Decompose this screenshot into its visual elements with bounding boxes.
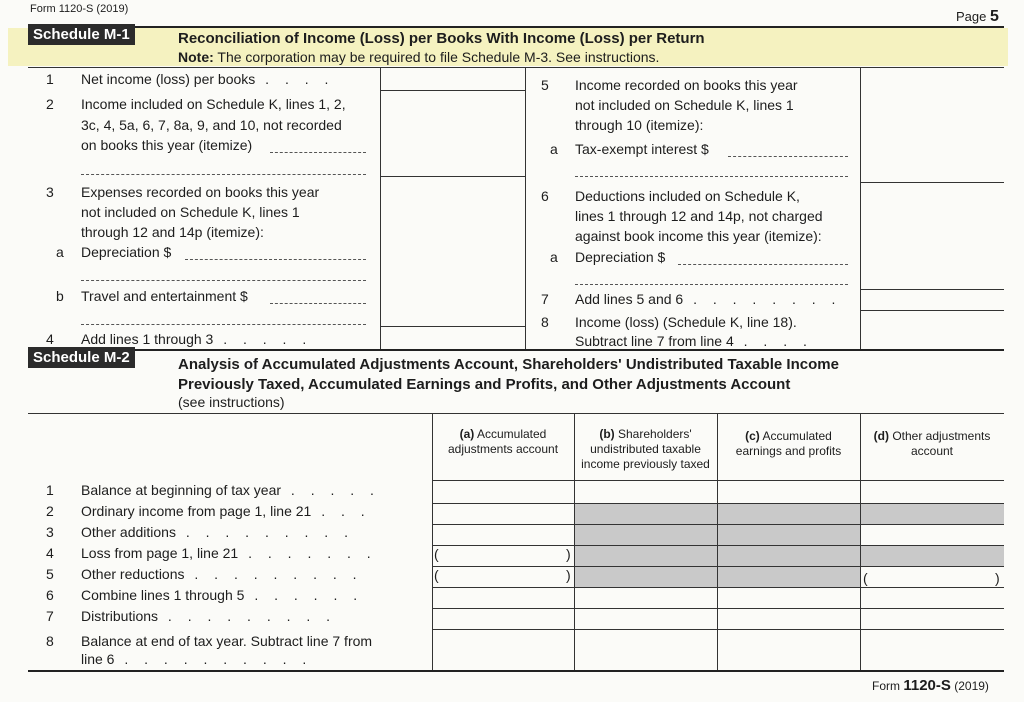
m1-line-1-label: Net income (loss) per books . . . . [81, 71, 335, 87]
m2-header-rule [28, 413, 1004, 414]
page-label: Page [956, 9, 987, 24]
m1-line-6-label-b: lines 1 through 12 and 14p, not charged [575, 208, 823, 224]
m1-line-3a-entry-2[interactable] [81, 280, 366, 281]
m1-amt-line7 [860, 310, 1004, 311]
paren-open-d5: ( [863, 570, 868, 586]
m1-line-5-label-c: through 10 (itemize): [575, 117, 704, 133]
m2-row-line-7 [432, 629, 1004, 630]
m1-line-2-entry[interactable] [270, 152, 366, 153]
m2-row-line-0 [432, 480, 1004, 481]
m1-line-2-num: 2 [46, 96, 54, 112]
m1-line-3b-label: Travel and entertainment $ [81, 288, 248, 304]
m2-row-4-num: 4 [46, 545, 54, 561]
m2-row-4-label: Loss from page 1, line 21 . . . . . . . [81, 545, 377, 561]
note-text: The corporation may be required to file Schedule M-3. See instructions. [217, 49, 660, 65]
page-number: 5 [990, 8, 999, 25]
m2-row-line-4 [432, 566, 1004, 567]
schedule-m1-note [178, 49, 659, 65]
m2-row-5-label: Other reductions . . . . . . . . . [81, 566, 363, 582]
m1-line-4-label: Add lines 1 through 3 . . . . . [81, 331, 313, 347]
shaded-cells-row-4 [574, 545, 1004, 566]
m2-row-5-num: 5 [46, 566, 54, 582]
m1-line-5-label-b: not included on Schedule K, lines 1 [575, 97, 794, 113]
column-b-header: (b) Shareholders' undistributed taxable income previously taxed [581, 427, 710, 471]
m2-row-8-num: 8 [46, 633, 54, 649]
m2-row-1-num: 1 [46, 482, 54, 498]
footer-form-label: Form 1120-S (2019) [872, 677, 989, 694]
m2-bottom-rule [28, 670, 1004, 672]
m2-row-3-num: 3 [46, 524, 54, 540]
m1-amt-line1 [380, 90, 525, 91]
m2-row-1-label: Balance at beginning of tax year . . . . . [81, 482, 380, 498]
m2-row-line-5 [432, 587, 1004, 588]
m1-vline-left-amount [380, 67, 381, 349]
m1-line-3a-label: Depreciation $ [81, 244, 172, 260]
m2-row-line-2 [432, 524, 1004, 525]
shaded-cell-d2 [860, 503, 1004, 524]
m1-line-2-entry-2[interactable] [81, 174, 366, 175]
m1-line-7-label: Add lines 5 and 6 . . . . . . . . [575, 291, 842, 307]
m2-row-line-6 [432, 608, 1004, 609]
m2-row-6-label: Combine lines 1 through 5 . . . . . . [81, 587, 364, 603]
m2-row-3-label: Other additions . . . . . . . . . [81, 524, 354, 540]
paren-open-a5: ( [434, 567, 439, 583]
m1-line-5a-letter: a [550, 141, 558, 157]
m1-line-3-label-b: not included on Schedule K, lines 1 [81, 204, 300, 220]
form-top-label: Form 1120-S (2019) [30, 3, 129, 15]
schedule-m2-badge: Schedule M-2 [28, 347, 135, 368]
m1-line-4-num: 4 [46, 331, 54, 347]
m1-line-6a-entry-2[interactable] [575, 284, 848, 285]
m1-line-8-num: 8 [541, 314, 549, 330]
m1-amt-line2 [380, 176, 525, 177]
m2-row-2-num: 2 [46, 503, 54, 519]
m1-line-5a-entry-2[interactable] [575, 176, 848, 177]
m2-vline-d [860, 413, 861, 670]
m1-vline-middle [525, 67, 526, 349]
paren-close-d5: ) [995, 570, 1000, 586]
m1-line-1-num: 1 [46, 71, 54, 87]
paren-close-a4: ) [566, 546, 571, 562]
column-d-header: (d) Other adjustments account [873, 429, 991, 458]
m2-row-8-label: Balance at end of tax year. Subtract line 7 from [81, 633, 373, 649]
m1-line-6-num: 6 [541, 188, 549, 204]
m1-line-7-num: 7 [541, 291, 549, 307]
m2-row-2-label: Ordinary income from page 1, line 21 . . . [81, 503, 371, 519]
top-rule [28, 26, 1004, 28]
schedule-m2-title-1: Analysis of Accumulated Adjustments Account, Shareholders' Undistributed Taxable Income [178, 356, 839, 373]
m2-row-7-label: Distributions . . . . . . . . . [81, 608, 337, 624]
m1-amt-line3 [380, 326, 525, 327]
schedule-m1-badge: Schedule M-1 [28, 24, 135, 45]
paren-open-a4: ( [434, 546, 439, 562]
m1-line-6a-label: Depreciation $ [575, 249, 666, 265]
m1-line-5-num: 5 [541, 77, 549, 93]
m1-line-2-label-b: 3c, 4, 5a, 6, 7, 8a, 9, and 10, not recorded [81, 117, 342, 133]
m1-line-6-label-a: Deductions included on Schedule K, [575, 188, 800, 204]
schedule-m2-title-2: Previously Taxed, Accumulated Earnings and Profits, and Other Adjustments Account [178, 376, 791, 393]
m1-line-5a-label: Tax-exempt interest $ [575, 141, 709, 157]
m1-depreciation-6a-entry[interactable] [678, 264, 848, 265]
m1-line-3b-entry-2[interactable] [81, 324, 366, 325]
note-bold: Note: [178, 49, 214, 65]
m1-line-2-label-a: Income included on Schedule K, lines 1, 2, [81, 96, 346, 112]
m2-vline-c [717, 413, 718, 670]
m1-line-5-label-a: Income recorded on books this year [575, 77, 798, 93]
m2-vline-b [574, 413, 575, 670]
m1-amt-line6 [860, 289, 1004, 290]
m1-line-8-label-a: Income (loss) (Schedule K, line 18). [575, 314, 797, 330]
tax-exempt-entry[interactable] [728, 156, 848, 157]
m1-line-3-label-a: Expenses recorded on books this year [81, 184, 320, 200]
m1-amt-line5 [860, 182, 1004, 183]
m1-line-3b-letter: b [56, 288, 64, 304]
m2-row-8-label-2: line 6 . . . . . . . . . . [81, 651, 313, 667]
m1-bottom-rule [28, 349, 1004, 351]
m1-line-3-label-c: through 12 and 14p (itemize): [81, 224, 264, 240]
m2-row-6-num: 6 [46, 587, 54, 603]
m1-vline-right-amount [860, 67, 861, 349]
m1-line-3a-letter: a [56, 244, 64, 260]
depreciation-entry[interactable] [185, 259, 366, 260]
m2-row-line-1 [432, 503, 1004, 504]
schedule-m1-title: Reconciliation of Income (Loss) per Books With Income (Loss) per Return [178, 30, 705, 47]
m2-row-line-3 [432, 545, 1004, 546]
paren-close-a5: ) [566, 567, 571, 583]
m1-line-2-label-c: on books this year (itemize) [81, 137, 253, 153]
m2-vline-a [432, 413, 433, 670]
m1-line-6a-letter: a [550, 249, 558, 265]
column-c-header: (c) Accumulated earnings and profits [735, 429, 842, 458]
m1-line-6-label-c: against book income this year (itemize): [575, 228, 822, 244]
m2-row-7-num: 7 [46, 608, 54, 624]
column-a-header: (a) Accumulated adjustments account [447, 427, 559, 456]
m1-header-rule [28, 67, 1004, 68]
page-indicator [956, 8, 999, 26]
schedule-m2-title-3: (see instructions) [178, 394, 285, 410]
m1-line-3-num: 3 [46, 184, 54, 200]
m1-line-8-label-b: Subtract line 7 from line 4 . . . . [575, 333, 813, 349]
travel-entry[interactable] [270, 303, 366, 304]
